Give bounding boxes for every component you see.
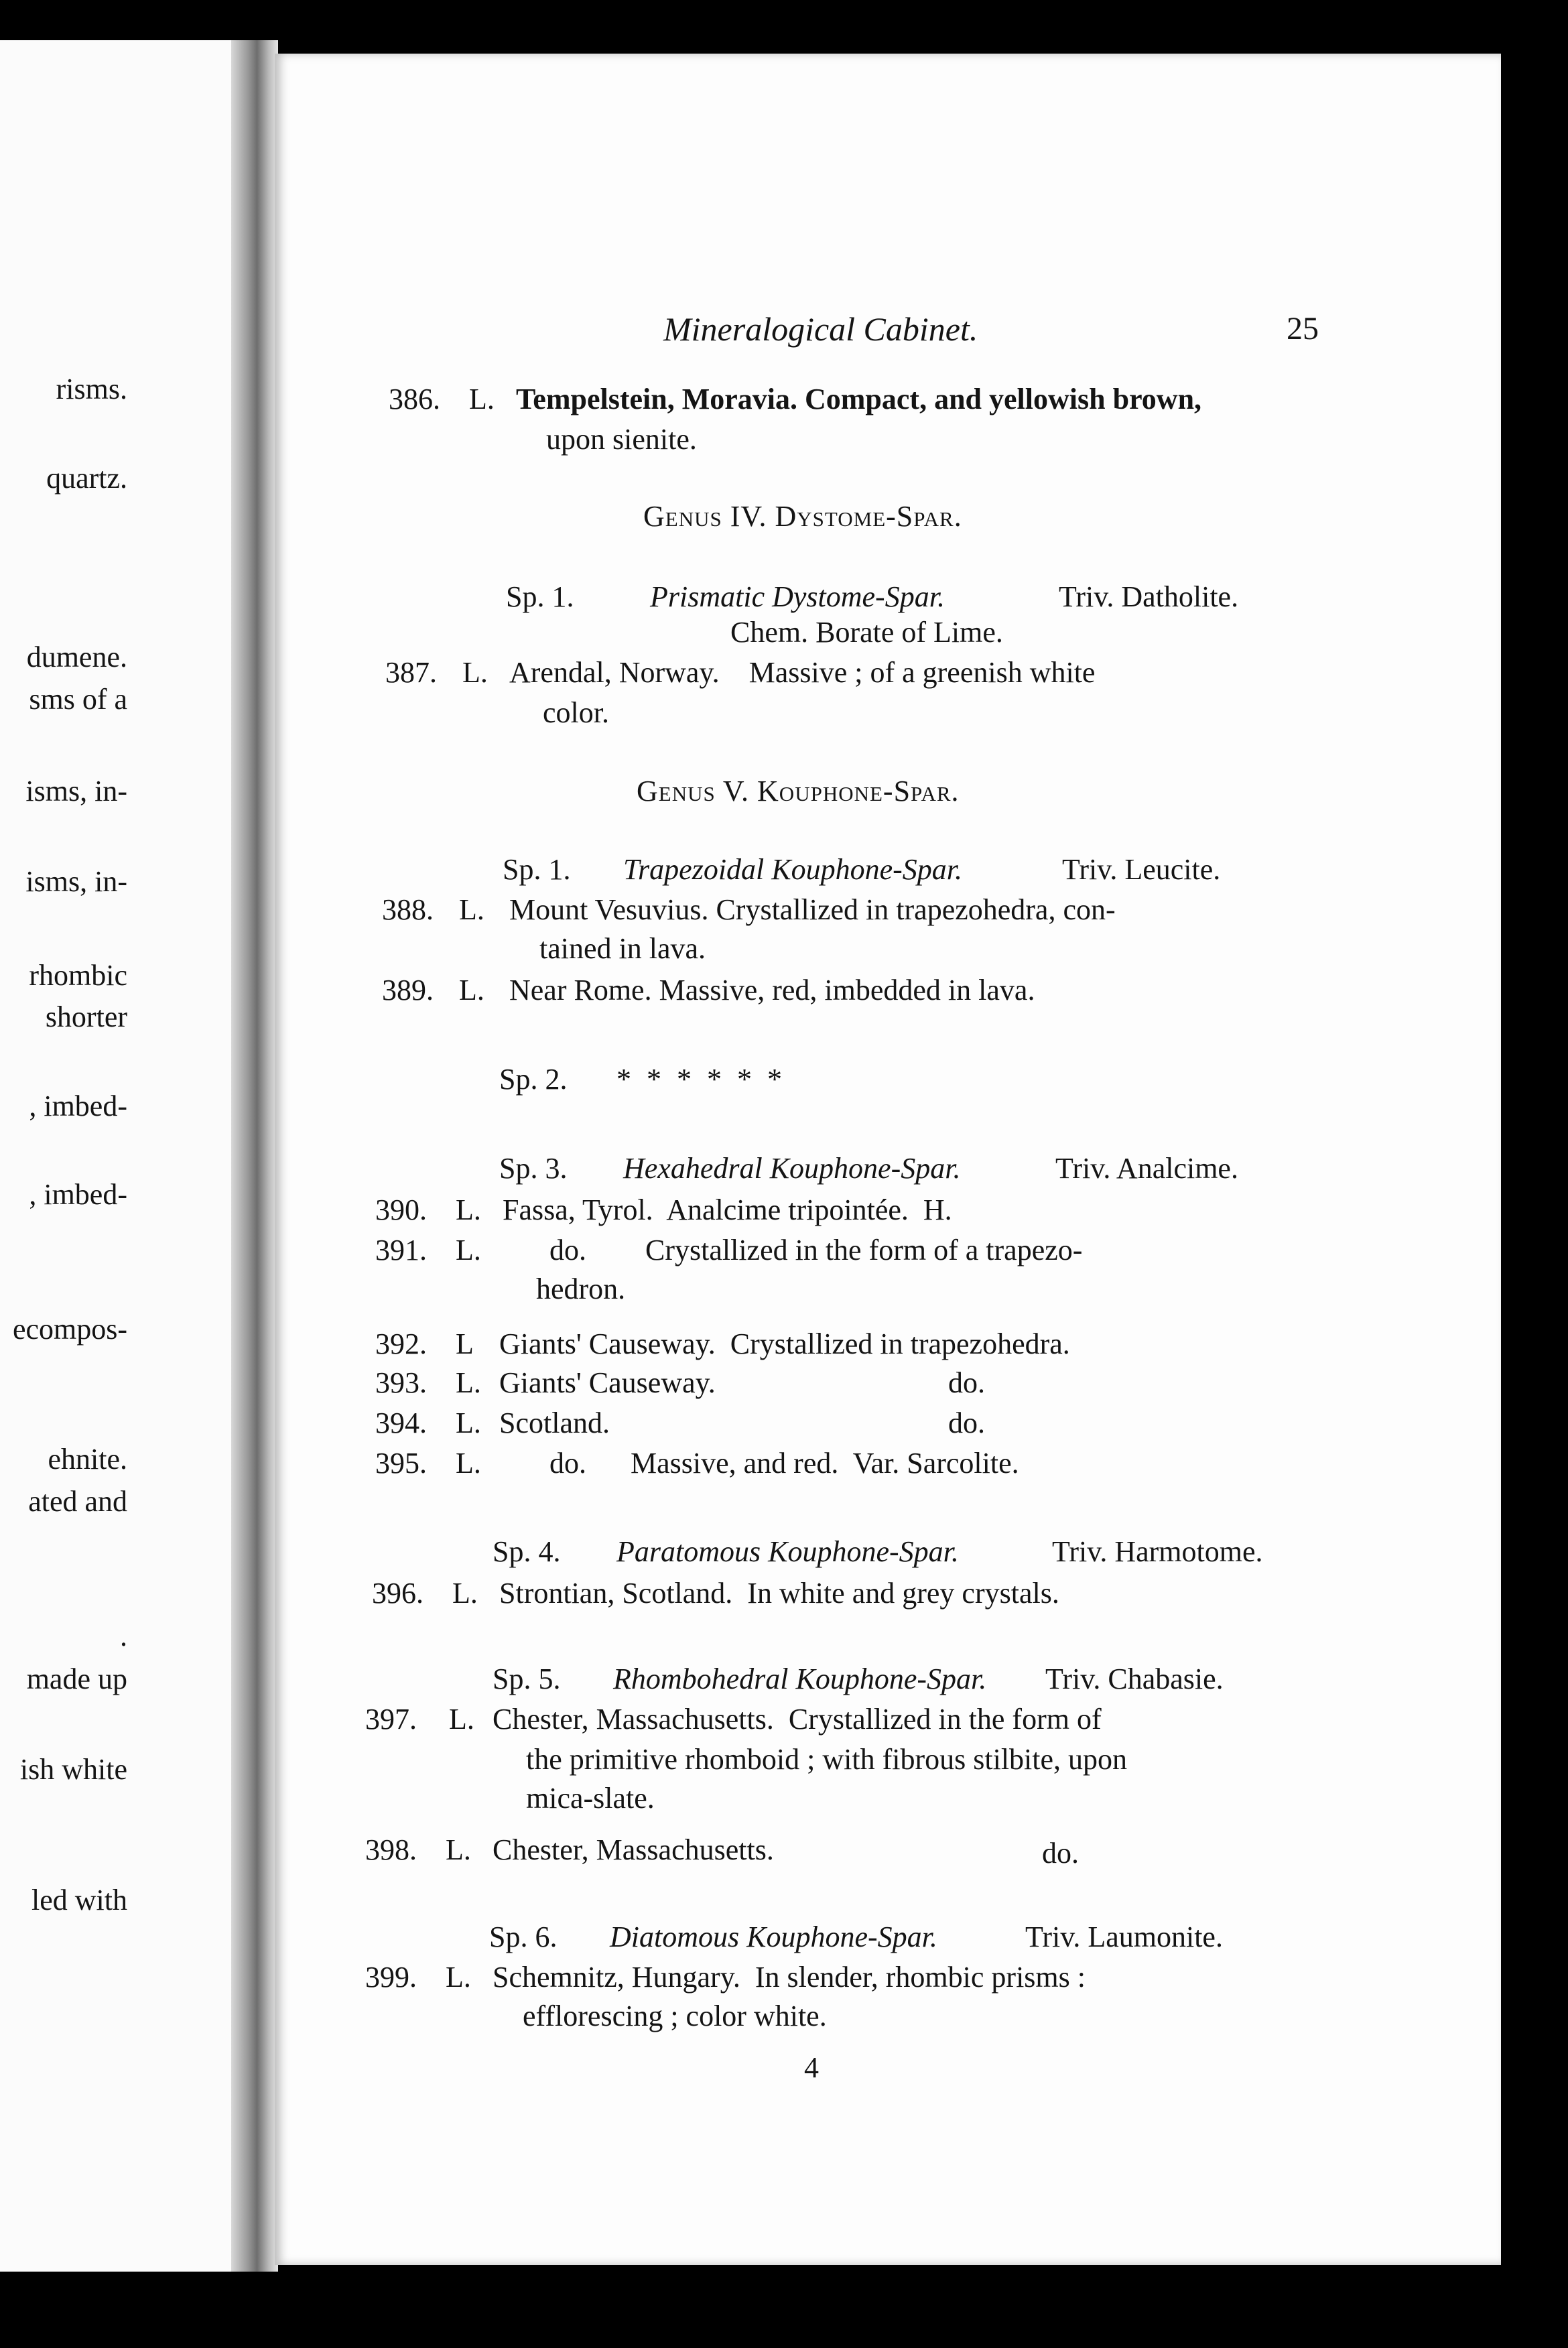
genus-heading: Genus V. Kouphone-Spar. (637, 775, 960, 807)
entry-code: L (456, 1327, 474, 1360)
entry-text: Giants' Causeway. (499, 1366, 716, 1399)
species-name: Rhombohedral Kouphone-Spar. (613, 1662, 987, 1695)
entry-text: Giants' Causeway. Crystallized in trapezohedra. (499, 1327, 1070, 1360)
entry-number: 388. (382, 893, 434, 926)
entry-number: 389. (382, 974, 434, 1006)
left-page-fragment (0, 40, 241, 2272)
entry-text: Arendal, Norway. Massive ; of a greenish white (509, 656, 1096, 689)
entry-text: Mount Vesuvius. Crystallized in trapezohedra, con- (509, 893, 1116, 926)
entry-code: L. (469, 383, 495, 415)
species-name: Diatomous Kouphone-Spar. (610, 1920, 937, 1953)
entry-code: L. (446, 1833, 471, 1866)
entry-number: 394. (375, 1407, 427, 1439)
species-name: Paratomous Kouphone-Spar. (616, 1535, 959, 1568)
left-fragment: rhombic (29, 959, 127, 992)
ditto-mark: do. (948, 1407, 985, 1439)
book-gutter (231, 40, 278, 2272)
species-label: Sp. 1. (503, 853, 571, 886)
entry-code: L. (459, 893, 484, 926)
genus-heading: Genus IV. Dystome-Spar. (643, 500, 962, 533)
entry-continuation: hedron. (536, 1273, 626, 1305)
trivial-name: Triv. Laumonite. (1025, 1920, 1223, 1953)
left-fragment: isms, in- (25, 865, 127, 898)
entry-code: L. (456, 1407, 481, 1439)
entry-code: L. (449, 1703, 474, 1736)
species-label: Sp. 4. (493, 1535, 561, 1568)
left-fragment: ehnite. (48, 1443, 127, 1476)
left-fragment: made up (26, 1662, 127, 1695)
entry-number: 395. (375, 1447, 427, 1480)
species-label: Sp. 3. (499, 1152, 568, 1185)
entry-text: do. Massive, and red. Var. Sarcolite. (549, 1447, 1019, 1480)
entry-number: 390. (375, 1193, 427, 1226)
left-fragment: shorter (45, 1000, 127, 1033)
entry-continuation: the primitive rhomboid ; with fibrous stilbite, upon (526, 1743, 1128, 1776)
trivial-name: Triv. Harmotome. (1052, 1535, 1263, 1568)
entry-text: Near Rome. Massive, red, imbedded in lava. (509, 974, 1035, 1006)
species-name: Hexahedral Kouphone-Spar. (623, 1152, 961, 1185)
entry-number: 399. (365, 1961, 417, 1994)
entry-code: L. (456, 1193, 481, 1226)
ditto-mark: do. (948, 1366, 985, 1399)
left-fragment: quartz. (46, 462, 127, 495)
entry-code: L. (462, 656, 488, 689)
species-name: Trapezoidal Kouphone-Spar. (623, 853, 963, 886)
trivial-name: Triv. Datholite. (1059, 580, 1239, 613)
left-fragment: , imbed- (29, 1090, 127, 1122)
left-fragment: sms of a (29, 683, 127, 716)
entry-number: 398. (365, 1833, 417, 1866)
left-fragment: isms, in- (25, 775, 127, 807)
entry-text: Scotland. (499, 1407, 610, 1439)
trivial-name: Triv. Leucite. (1062, 853, 1221, 886)
trivial-name: Triv. Analcime. (1055, 1152, 1238, 1185)
entry-code: L. (456, 1234, 481, 1266)
species-placeholder: * * * * * * (616, 1063, 786, 1096)
entry-text: Tempelstein, Moravia. Compact, and yellowish brown, (516, 383, 1202, 415)
entry-continuation: efflorescing ; color white. (523, 2000, 827, 2032)
species-label: Sp. 6. (489, 1920, 558, 1953)
left-fragment: , imbed- (29, 1178, 127, 1211)
entry-code: L. (456, 1447, 481, 1480)
left-fragment: ish white (19, 1753, 127, 1786)
left-fragment: dumene. (26, 641, 127, 673)
ditto-mark: do. (1042, 1837, 1079, 1870)
entry-number: 387. (385, 656, 437, 689)
entry-continuation: mica-slate. (526, 1782, 655, 1815)
entry-continuation: color. (543, 696, 609, 729)
entry-number: 391. (375, 1234, 427, 1266)
entry-text: Fassa, Tyrol. Analcime tripointée. H. (503, 1193, 952, 1226)
chemical-name: Chem. Borate of Lime. (730, 616, 1003, 649)
running-head: Mineralogical Cabinet. (663, 310, 978, 348)
left-fragment: risms. (56, 373, 127, 405)
left-fragment: led with (31, 1884, 127, 1916)
left-fragment: ecompos- (12, 1313, 127, 1346)
entry-number: 392. (375, 1327, 427, 1360)
entry-text: Strontian, Scotland. In white and grey crystals. (499, 1577, 1059, 1610)
entry-code: L. (446, 1961, 471, 1994)
left-fragment: ated and (28, 1485, 127, 1518)
entry-text: Chester, Massachusetts. (493, 1833, 774, 1866)
species-label: Sp. 5. (493, 1662, 561, 1695)
signature-mark: 4 (804, 2051, 819, 2084)
entry-continuation: upon sienite. (546, 423, 697, 456)
entry-text: do. Crystallized in the form of a trapezo- (549, 1234, 1083, 1266)
page-25 (275, 54, 1501, 2265)
page-number: 25 (1287, 311, 1319, 346)
entry-number: 393. (375, 1366, 427, 1399)
left-fragment: . (120, 1620, 127, 1652)
trivial-name: Triv. Chabasie. (1045, 1662, 1224, 1695)
entry-text: Schemnitz, Hungary. In slender, rhombic prisms : (493, 1961, 1086, 1994)
entry-code: L. (456, 1366, 481, 1399)
entry-code: L. (459, 974, 484, 1006)
species-label: Sp. 1. (506, 580, 574, 613)
entry-continuation: tained in lava. (539, 932, 706, 965)
entry-text: Chester, Massachusetts. Crystallized in the form of (493, 1703, 1102, 1736)
species-name: Prismatic Dystome-Spar. (650, 580, 945, 613)
species-label: Sp. 2. (499, 1063, 568, 1096)
entry-number: 386. (389, 383, 440, 415)
entry-number: 397. (365, 1703, 417, 1736)
entry-number: 396. (372, 1577, 423, 1610)
entry-code: L. (452, 1577, 478, 1610)
